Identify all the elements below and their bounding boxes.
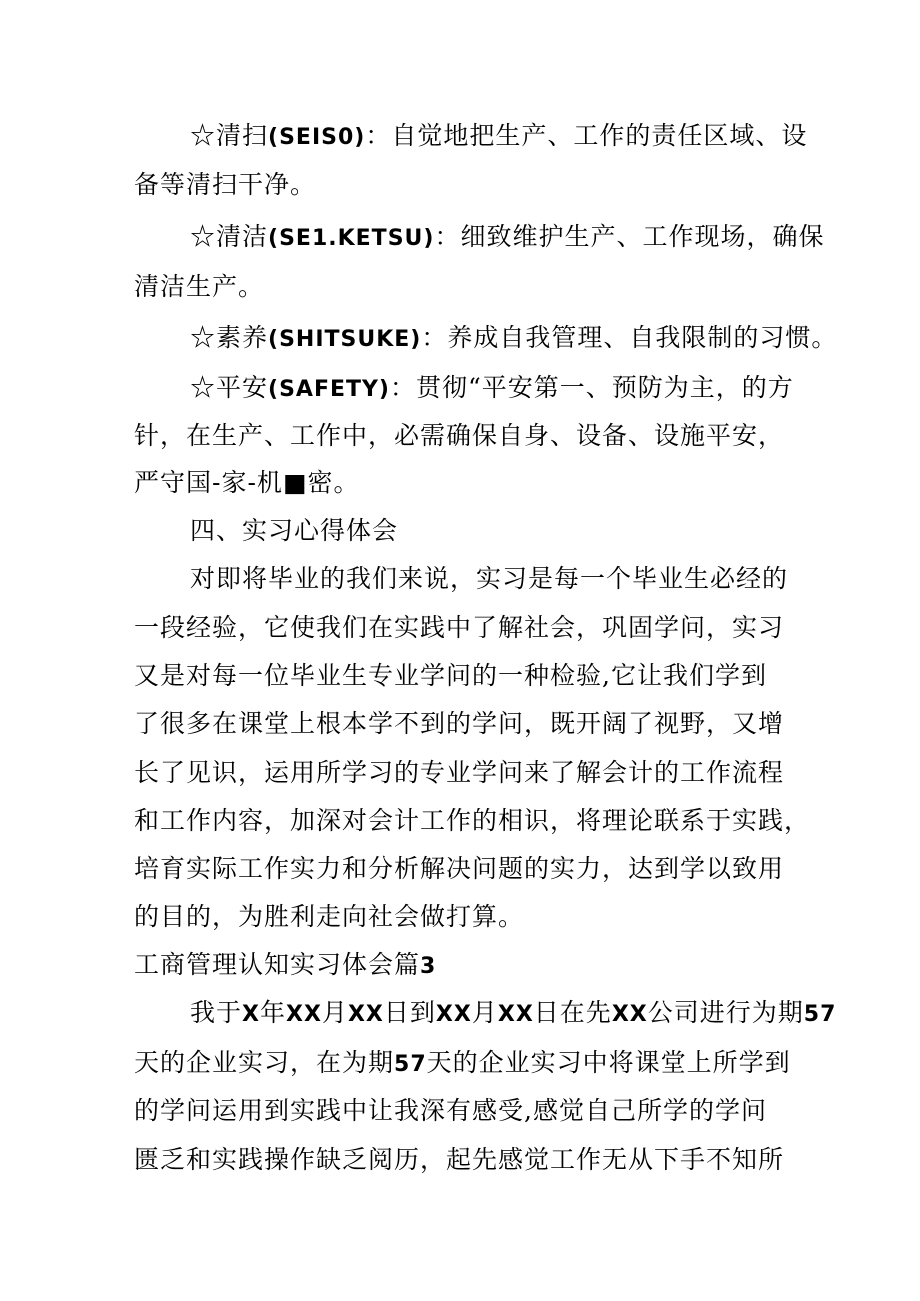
text-run: 天的企业实习中将课堂上所学到 <box>426 1048 791 1077</box>
bold-run: XX <box>497 1002 534 1027</box>
text-run: 月 <box>321 998 348 1027</box>
safety-line-3: 严守国-家-机■密。 <box>134 468 360 497</box>
paragraph-line: 的目的，为胜利走向社会做打算。 <box>134 902 525 931</box>
article-paragraph-line-4: 匮乏和实践操作缺乏阅历，起先感觉工作无从下手不知所 <box>134 1145 785 1174</box>
bold-run: XX <box>286 1002 322 1027</box>
article-title <box>134 952 436 977</box>
shitsuke-line <box>134 325 837 350</box>
text-run: 我于 <box>190 998 243 1027</box>
paragraph-line: 又是对每一位毕业生专业学问的一种检验,它让我们学到 <box>134 661 767 690</box>
text-run: 日在先 <box>533 998 612 1027</box>
bold-run: XX <box>611 1002 648 1027</box>
paragraph-line: 培育实际工作实力和分析解决问题的实力，达到学以致用 <box>134 854 785 883</box>
article-title-number: 3 <box>420 954 437 979</box>
paragraph-line: 对即将毕业的我们来说，实习是每一个毕业生必经的 <box>190 564 789 593</box>
bold-run: XX <box>435 1002 472 1027</box>
paragraph-line: 长了见识，运用所学习的专业学问来了解会计的工作流程 <box>134 758 785 787</box>
safety-code: (SAFETY) <box>268 377 390 402</box>
bold-run: XX <box>347 1002 384 1027</box>
safety-text: ：贯彻“平安第一、预防为主，的方 <box>390 373 794 402</box>
text-run: 月 <box>471 998 498 1027</box>
bold-run: 57 <box>394 1052 427 1077</box>
safety-line-1 <box>134 375 794 400</box>
section-heading-4: 四、实习心得体会 <box>190 516 399 545</box>
seiketsu-text: ：细致维护生产、工作现场，确保 <box>434 222 825 251</box>
seiketsu-line-2: 清洁生产。 <box>134 272 265 301</box>
article-title-text: 工商管理认知实习体会篇 <box>134 950 421 979</box>
shitsuke-code: (SHITSUKE) <box>268 327 422 352</box>
seiketsu-line-1 <box>134 224 824 249</box>
text-run: 公司进行为期 <box>647 998 804 1027</box>
seiso-line-2: 备等清扫干净。 <box>134 170 317 199</box>
article-paragraph-line-2 <box>134 1050 791 1075</box>
seiso-line-1 <box>134 123 807 148</box>
seiso-code: (SEIS0) <box>268 125 366 150</box>
article-paragraph-line-3: 的学问运用到实践中让我深有感受,感觉自己所学的学问 <box>134 1096 767 1125</box>
text-run: 年 <box>259 998 286 1027</box>
seiso-text: ：自觉地把生产、工作的责任区域、设 <box>365 121 808 150</box>
paragraph-line: 一段经验，它使我们在实践中了解社会，巩固学问，实习 <box>134 613 785 642</box>
text-run: 日到 <box>383 998 436 1027</box>
paragraph-line: 和工作内容，加深对会计工作的相识，将理论联系于实践， <box>134 806 811 835</box>
seiketsu-label: ☆清洁 <box>190 222 269 251</box>
seiketsu-code: (SE1.KETSU) <box>268 226 435 251</box>
bold-run: X <box>242 1002 260 1027</box>
text-run: 天的企业实习，在为期 <box>134 1048 395 1077</box>
shitsuke-text: ：养成自我管理、自我限制的习惯。 <box>421 323 838 352</box>
seiso-label: ☆清扫 <box>190 121 269 150</box>
safety-label: ☆平安 <box>190 373 269 402</box>
bold-run: 57 <box>803 1002 837 1027</box>
article-paragraph-line-1 <box>134 1000 836 1025</box>
safety-line-2: 针，在生产、工作中，必需确保自身、设备、设施平安， <box>134 421 785 450</box>
shitsuke-label: ☆素养 <box>190 323 269 352</box>
paragraph-line: 了很多在课堂上根本学不到的学问，既开阔了视野，又增 <box>134 709 785 738</box>
